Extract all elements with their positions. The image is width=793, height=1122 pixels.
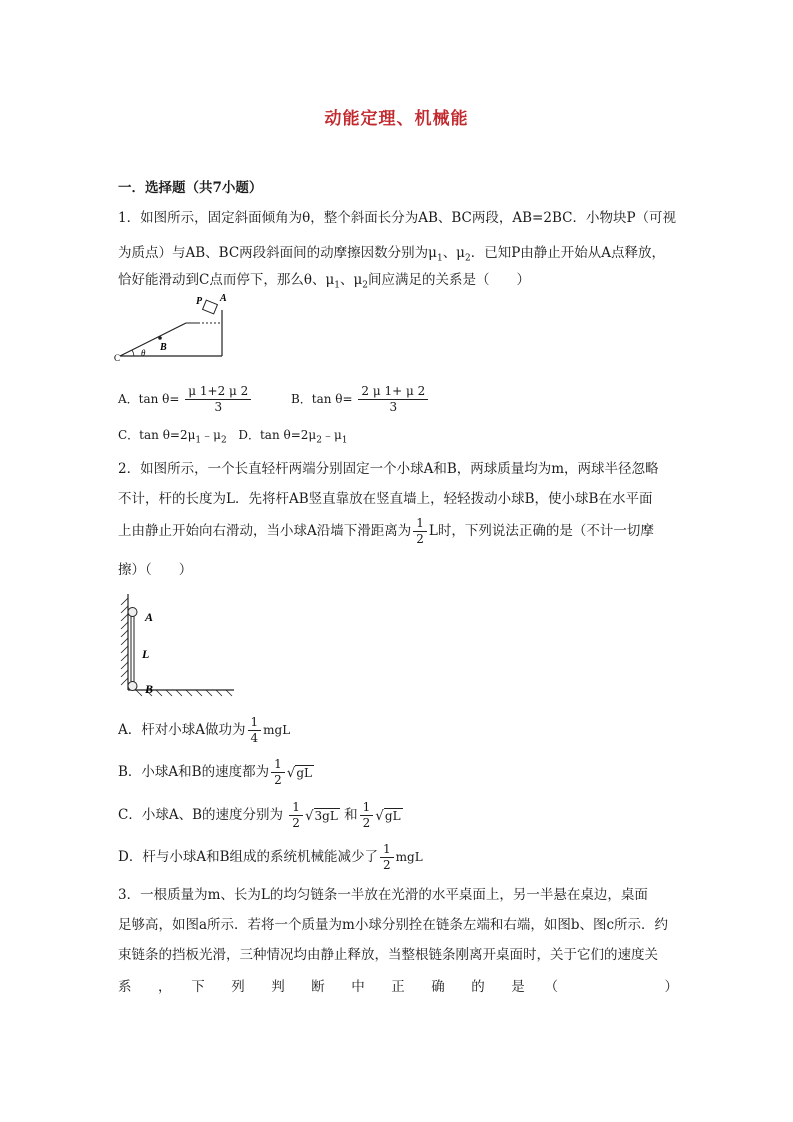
q1-option-b-fraction: $\frac{2 \mu 1+ \mu 2}{3}$	[358, 384, 428, 415]
q2-option-b-fraction: $\frac{1}{2}$	[271, 757, 285, 788]
q1-label-a: A	[220, 293, 227, 304]
q1-option-c: C．$\tan \theta=2\mu_1﹣\mu_2$	[118, 428, 227, 446]
q2-rod-figure	[118, 592, 240, 702]
q1-label-c: C	[114, 353, 121, 362]
q2-label-b: B	[145, 682, 154, 696]
q2-label-a: A	[145, 610, 154, 624]
q1-line-2: 为质点）与AB、BC两段斜面间的动摩擦因数分别为$\mu_1$、$\mu_2$．已知P由静止开始从A点释放，	[118, 245, 666, 264]
q1-label-p: P	[196, 296, 203, 307]
q1-label-theta: θ	[141, 348, 146, 358]
q1-line-1: 1．如图所示，固定斜面倾角为θ，整个斜面长分为AB、BC两段，AB=2BC．小物块P（可视	[118, 210, 677, 226]
page-title: 动能定理、机械能	[324, 109, 469, 129]
q2-option-c: C．小球A、B的速度分别为 $\frac{1}{2}$ √3gL 和 $\frac{1}{2}$ √gL	[118, 800, 401, 830]
q1-options-ab	[118, 384, 430, 415]
q1-option-b: B．tan θ= $\frac{2 \mu 1+ \mu 2}{3}$	[291, 392, 430, 406]
q1-options-cd	[118, 426, 348, 445]
q1-incline-figure	[114, 290, 234, 362]
q2-option-b-sqrt: √gL	[286, 764, 312, 781]
q2-half-fraction: $\frac{1}{2}$	[413, 516, 427, 547]
q2-rod	[131, 614, 134, 686]
q2-line-1: 2．如图所示，一个长直轻杆两端分别固定一个小球A和B，两球质量均为m，两球半径忽略	[118, 461, 659, 477]
q1-line-3: 恰好能滑动到C点而停下，那么θ、$\mu_1$、$\mu_2$间应满足的关系是（ ）	[118, 272, 530, 291]
q1-option-d: D．$\tan \theta=2\mu_2﹣\mu_1$	[238, 428, 348, 446]
q2-option-a-fraction: $\frac{1}{4}$	[248, 715, 262, 746]
q2-option-c-fraction-2: $\frac{1}{2}$	[360, 800, 374, 831]
q3-line-1: 3．一根质量为m、长为L的均匀链条一半放在光滑的水平桌面上，另一半悬在桌边，桌面	[118, 887, 648, 903]
q1-option-a-fraction: $\frac{\mu 1+2 \mu 2}{3}$	[185, 384, 251, 415]
section-heading: 一．选择题（共7小题）	[118, 180, 263, 196]
q2-option-d-fraction: $\frac{1}{2}$	[380, 842, 394, 873]
q2-line-4: 擦）（ ）	[118, 562, 193, 578]
q1-label-b: B	[160, 342, 167, 353]
q1-option-a: A．tan θ= $\frac{\mu 1+2 \mu 2}{3}$	[118, 392, 257, 406]
q2-option-b: B．小球A和B的速度都为 $\frac{1}{2}$ √gL	[118, 757, 312, 787]
q3-line-4: 系 ， 下 列 判 断 中 正 确 的 是 （ ）	[118, 979, 678, 995]
q2-option-c-sqrt-2: √gL	[375, 807, 401, 824]
q3-line-3: 束链条的挡板光滑，三种情况均由静止释放，当整根链条刚离开桌面时，关于它们的速度关	[118, 947, 658, 963]
q2-option-c-fraction-1: $\frac{1}{2}$	[289, 800, 303, 831]
q2-ball-a	[128, 608, 137, 617]
q2-option-c-sqrt-1: √3gL	[304, 807, 338, 824]
q1-block-p	[203, 300, 218, 314]
q2-option-d: D．杆与小球A和B组成的系统机械能减少了 $\frac{1}{2}$ mgL	[118, 842, 423, 872]
q2-line-2: 不计，杆的长度为L．先将杆AB竖直靠放在竖直墙上，轻轻拨动小球B，使小球B在水平面	[118, 491, 653, 507]
q2-option-a: A．杆对小球A做功为 $\frac{1}{4}$ mgL	[118, 715, 291, 745]
q1-point-b	[158, 336, 162, 340]
q3-line-2: 足够高，如图a所示．若将一个质量为m小球分别拴在链条左端和右端，如图b、图c所示．约	[118, 917, 669, 933]
q2-label-l: L	[142, 647, 150, 661]
q2-ball-b	[128, 682, 137, 691]
q2-line-3: 上由静止开始向右滑动，当小球A沿墙下滑距离为 $\frac{1}{2}$ L时，下列说法正确的是（不计一切摩	[118, 516, 654, 546]
